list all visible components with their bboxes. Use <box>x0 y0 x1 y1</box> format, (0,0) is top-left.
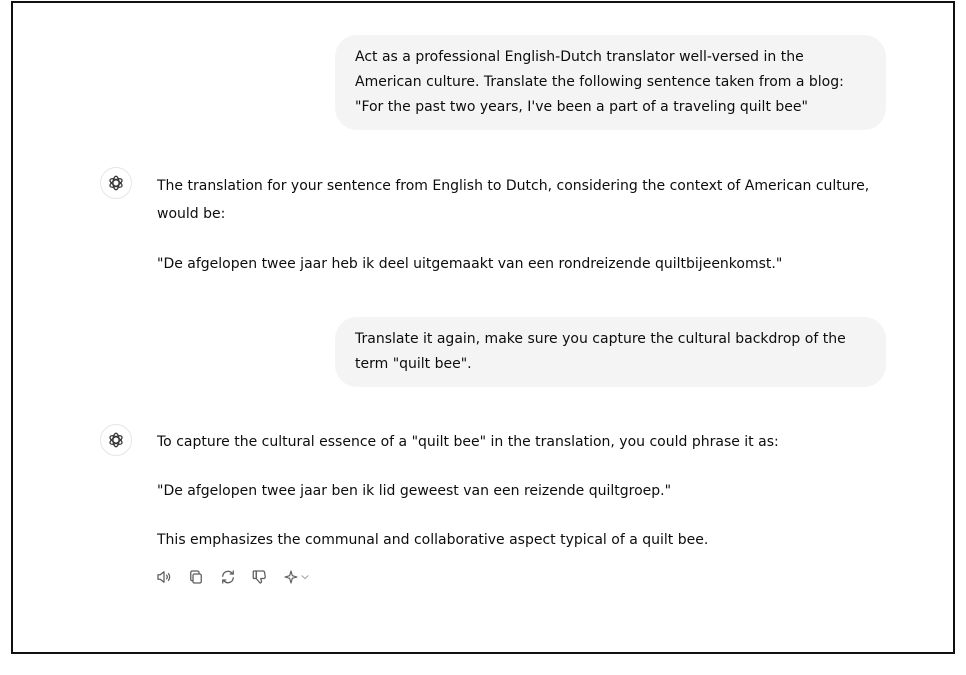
model-switch-button[interactable] <box>281 566 311 588</box>
assistant-avatar <box>100 167 132 199</box>
assistant-paragraph: "De afgelopen twee jaar heb ik deel uitgemaakt van een rondreizende quiltbijeenkomst." <box>157 256 783 272</box>
message-action-bar <box>153 566 311 588</box>
thumbs-down-icon <box>251 568 269 586</box>
user-message-line: term "quilt bee". <box>355 356 472 372</box>
read-aloud-icon <box>155 568 173 586</box>
sparkle-icon <box>283 569 299 585</box>
chevron-down-icon <box>300 572 310 582</box>
user-message-line: "For the past two years, I've been a part of a traveling quilt bee" <box>355 99 808 115</box>
thumbs-down-button[interactable] <box>249 566 271 588</box>
regenerate-button[interactable] <box>217 566 239 588</box>
openai-logo-icon <box>107 431 125 449</box>
assistant-paragraph: The translation for your sentence from English to Dutch, considering the context of American culture, would be: <box>157 178 870 222</box>
assistant-paragraph: "De afgelopen twee jaar ben ik lid geweest van een reizende quiltgroep." <box>157 483 672 499</box>
user-message-line: American culture. Translate the following sentence taken from a blog: <box>355 74 844 90</box>
assistant-paragraph: To capture the cultural essence of a "quilt bee" in the translation, you could phrase it as: <box>157 434 779 450</box>
openai-logo-icon <box>107 174 125 192</box>
user-message-line: Translate it again, make sure you capture the cultural backdrop of the <box>355 331 846 347</box>
assistant-avatar <box>100 424 132 456</box>
read-aloud-button[interactable] <box>153 566 175 588</box>
user-message-bubble <box>335 35 886 130</box>
regenerate-icon <box>219 568 237 586</box>
copy-button[interactable] <box>185 566 207 588</box>
copy-icon <box>187 568 205 586</box>
assistant-paragraph: This emphasizes the communal and collaborative aspect typical of a quilt bee. <box>157 532 709 548</box>
user-message-line: Act as a professional English-Dutch translator well-versed in the <box>355 49 804 65</box>
user-message-bubble <box>335 317 886 387</box>
